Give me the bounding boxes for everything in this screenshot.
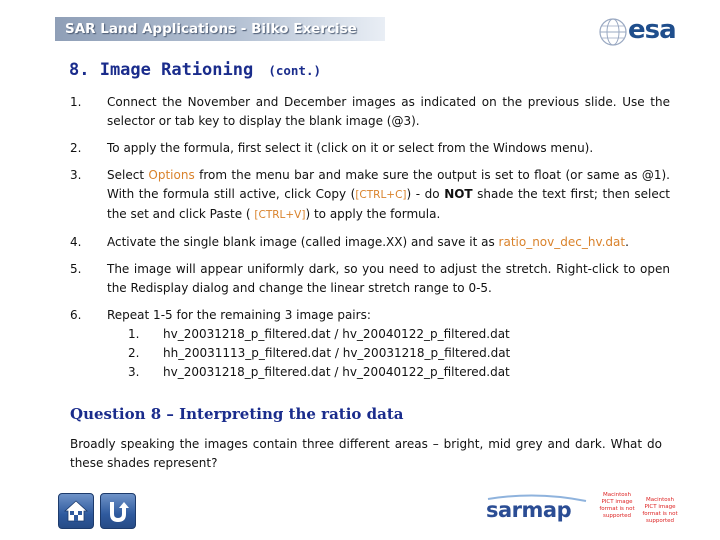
step-number: 1.: [70, 95, 82, 109]
question-text: Broadly speaking the images contain three different areas – bright, mid grey and dark. What do these shades represent?: [70, 437, 662, 470]
steps-list: [70, 93, 670, 390]
sarmap-logo-text: sarmap: [486, 498, 572, 522]
image-pair-text: hh_20031113_p_filtered.dat / hv_20031218_p_filtered.dat: [163, 346, 511, 360]
image-pair-item: [107, 363, 670, 382]
header-title: SAR Land Applications - Bilko Exercise: [65, 21, 357, 37]
image-pair-number: 2.: [128, 346, 140, 360]
step-item: [70, 306, 670, 382]
ctrl-c-shortcut: [CTRL+C]: [355, 189, 407, 201]
image-pair-text: hv_20031218_p_filtered.dat / hv_20040122_p_filtered.dat: [163, 327, 510, 341]
header-bar: [55, 17, 385, 41]
return-icon: [104, 497, 132, 525]
image-pair-number: 1.: [128, 327, 140, 341]
pict-placeholder-a: Macintosh PICT image format is not supported: [599, 492, 635, 519]
step-item: [70, 139, 670, 158]
image-pair-number: 3.: [128, 365, 140, 379]
image-pair-text: hv_20031218_p_filtered.dat / hv_20040122_p_filtered.dat: [163, 365, 510, 379]
output-filename: ratio_nov_dec_hv.dat: [498, 235, 626, 249]
step-text: Repeat 1-5 for the remaining 3 image pairs:: [107, 308, 371, 322]
step-number: 3.: [70, 168, 82, 182]
step-text: [107, 233, 670, 252]
step-number: 5.: [70, 262, 82, 276]
image-pair-item: [107, 344, 670, 363]
step-text-part: ) - do: [406, 187, 445, 201]
slide-title-main: 8. Image Rationing: [69, 60, 254, 80]
step-item: [70, 166, 670, 225]
step-item: [70, 233, 670, 252]
esa-logo-text: esa: [628, 15, 676, 45]
image-pair-item: [107, 325, 670, 344]
step-text-part: Activate the single blank image (called image.XX) and save it as: [107, 235, 499, 249]
step-text-part: from the menu bar and make sure the output is set to float (or same as @1). With the formula still active, click Copy (: [107, 168, 670, 201]
step-item: [70, 260, 670, 298]
step-text-part: .: [625, 235, 629, 249]
step-number: 4.: [70, 235, 82, 249]
step-text: The image will appear uniformly dark, so you need to adjust the stretch. Right-click to open the Redisplay dialog and change the linear stretch range to 0-5.: [107, 262, 670, 295]
step-text: To apply the formula, first select it (click on it or select from the Windows menu).: [107, 141, 594, 155]
step-text-part: ) to apply the formula.: [305, 207, 441, 221]
step-item: [70, 93, 670, 131]
not-emphasis: NOT: [444, 187, 473, 201]
ctrl-v-shortcut: [CTRL+V]: [254, 209, 306, 221]
pict-placeholder-b: Macintosh PICT image format is not supported: [642, 497, 678, 524]
step-text-part: shade the text first; then select the set and click Paste (: [107, 187, 671, 221]
esa-logo: [598, 17, 678, 47]
step-text: Connect the November and December images as indicated on the previous slide. Use the selector or tab key to display the blank image (@3).: [107, 95, 670, 128]
esa-globe-icon: [598, 17, 628, 47]
slide-title-suffix: (cont.): [268, 63, 322, 78]
image-pairs-list: [107, 325, 670, 382]
return-button[interactable]: [100, 493, 136, 529]
home-button[interactable]: [58, 493, 94, 529]
home-icon: [62, 497, 90, 525]
step-text-part: Select: [107, 168, 149, 182]
step-number: 2.: [70, 141, 82, 155]
options-menu-highlight: Options: [148, 168, 195, 182]
sarmap-logo: [482, 493, 592, 533]
step-text: [107, 166, 670, 225]
slide-title: [69, 60, 321, 80]
step-number: 6.: [70, 308, 82, 322]
question-title: Question 8 – Interpreting the ratio data: [70, 405, 404, 423]
